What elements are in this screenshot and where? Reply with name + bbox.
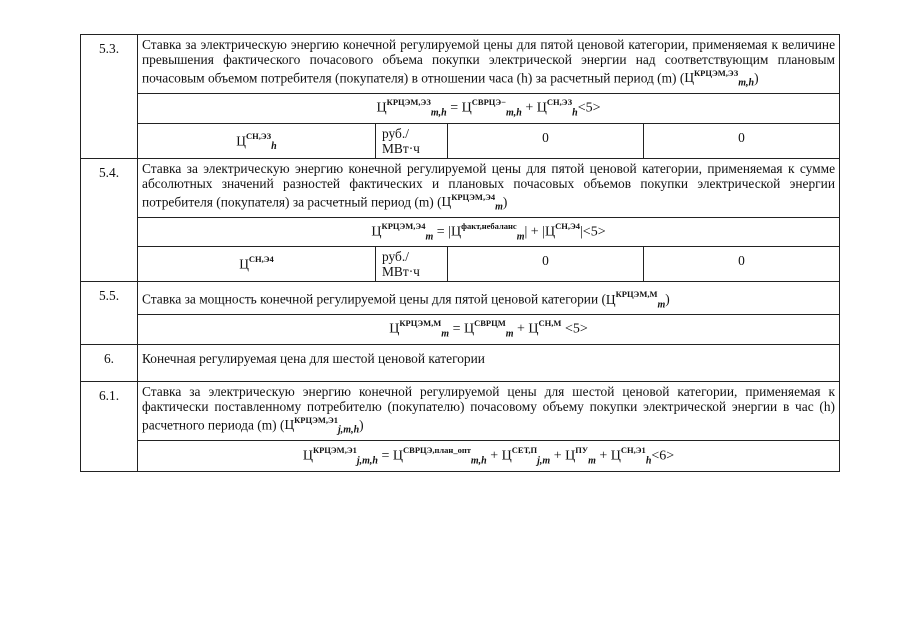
item-description: Ставка за электрическую энергию конечной регулируемой цены для пятой ценовой категории, применяемая к величине превышения фактического почасового объема покупки электрической энергии над соответствующим плановым почасовым объемом потребителя (покупателя) в отношении часа (h) за расчетный период (m) $(Ц^{КРЦЭМ,ЭЗ}_{m,h})$ — [138, 35, 840, 94]
item-number: 5.3. — [81, 35, 138, 159]
parameter-value-1: 0 — [448, 247, 644, 282]
formula-row — [81, 94, 840, 123]
formula: $Ц^{КРЦЭМ,Э4}_m = |Ц^{факт,небаланс}_m| + |Ц^{СН,Э4}|<5>$ — [138, 217, 840, 246]
parameter-row — [81, 123, 840, 158]
item-number: 6.1. — [81, 381, 138, 471]
tariff-table — [80, 34, 839, 472]
formula: $Ц^{КРЦЭМ,ЭЗ}_{m,h} = Ц^{СВРЦЭ-}_{m,h} + Ц^{СН,ЭЗ}_h<5>$ — [138, 94, 840, 123]
formula-row — [81, 440, 840, 471]
parameter-label: $Ц^{СН,ЭЗ}_h$ — [138, 123, 376, 158]
parameter-unit: руб./ МВт·ч — [376, 247, 448, 282]
item-description: Ставка за мощность конечной регулируемой цены для пятой ценовой категории $(Ц^{КРЦЭМ,М}_m)$ — [138, 282, 840, 315]
parameter-row — [81, 247, 840, 282]
parameter-value-1: 0 — [448, 123, 644, 158]
item-description: Ставка за электрическую энергию конечной регулируемой цены для пятой ценовой категории, применяемая к сумме абсолютных значений разностей фактических и плановых почасовых объемов покупки электрической энергии потребителя (покупателя) за расчетный период (m) $(Ц^{КРЦЭМ,Э4}_m)$ — [138, 158, 840, 217]
formula-row — [81, 217, 840, 246]
parameter-value-2: 0 — [644, 123, 840, 158]
formula: $Ц^{КРЦЭМ,М}_m = Ц^{СВРЦМ}_m + Ц^{СН,М} <5>$ — [138, 315, 840, 344]
item-description: Ставка за электрическую энергию конечной регулируемой цены для шестой ценовой категории, применяемая к фактически поставленному потребителю (покупателю) почасовому объему покупки электрической энергии в час (h) расчетного периода (m) $(Ц^{КРЦЭМ,Э1}_{j,m,h})$ — [138, 381, 840, 440]
item-number: 6. — [81, 344, 138, 381]
table-row — [81, 344, 840, 381]
item-number: 5.5. — [81, 282, 138, 345]
table-row — [81, 381, 840, 440]
formula: $Ц^{КРЦЭМ,Э1}_{j,m,h} = Ц^{СВРЦЭ,план\_опт}_{m,h} + Ц^{СЕТ,П}_{j,m} + Ц^{ПУ}_m + Ц^{СН,Э1}_h<6>$ — [138, 440, 840, 471]
formula-row — [81, 315, 840, 344]
parameter-label: $Ц^{СН,Э4}$ — [138, 247, 376, 282]
table-row — [81, 282, 840, 315]
table-row — [81, 35, 840, 94]
parameter-unit: руб./ МВт·ч — [376, 123, 448, 158]
item-description: Конечная регулируемая цена для шестой ценовой категории — [138, 344, 840, 381]
item-number: 5.4. — [81, 158, 138, 282]
table-row — [81, 158, 840, 217]
parameter-value-2: 0 — [644, 247, 840, 282]
